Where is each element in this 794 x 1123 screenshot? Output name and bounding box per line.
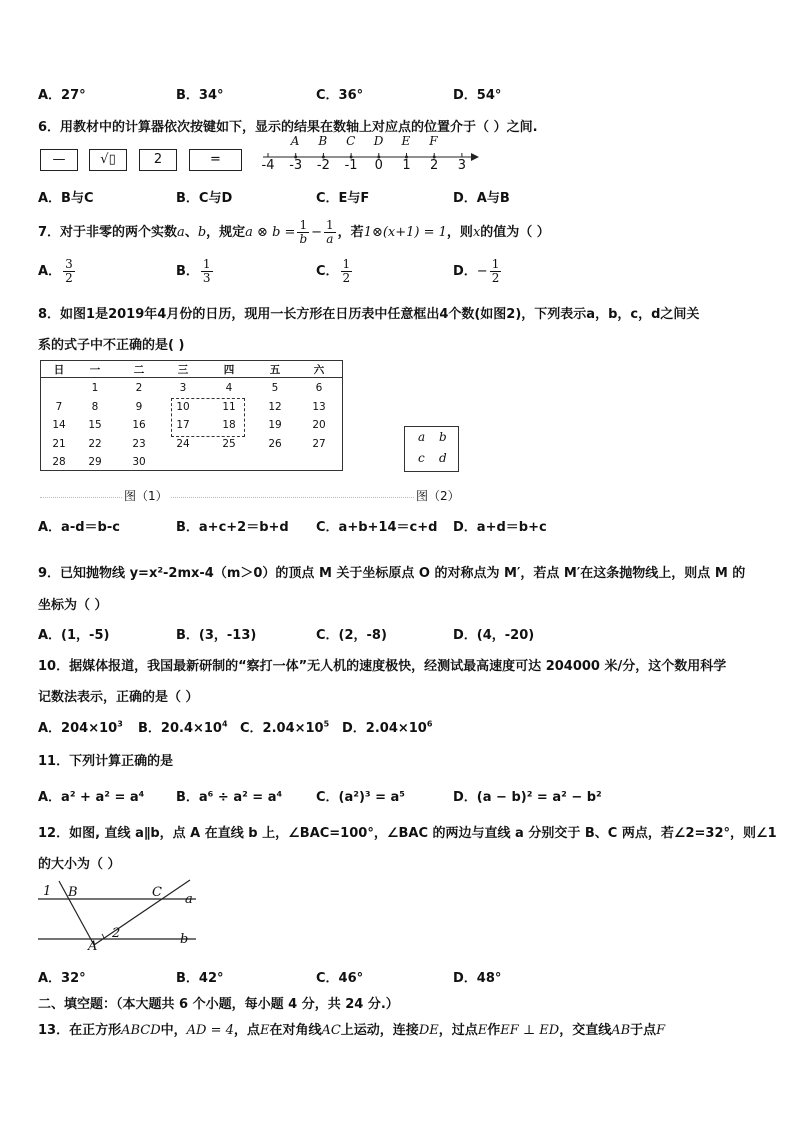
calendar-weekday: 日 (53, 364, 65, 376)
number-line-point-label: A (290, 134, 300, 148)
calendar-day: 6 (315, 382, 323, 394)
q9-option-a: A．(1，-5) (38, 628, 110, 643)
calendar-day: 3 (179, 382, 187, 394)
q7-option-a: A． $\frac{3}{2}$ (38, 257, 73, 285)
calendar-weekday: 五 (269, 364, 281, 376)
section-fill-blank-heading: 二、填空题：（本大题共 6 个小题，每小题 4 分，共 24 分.） (38, 997, 399, 1012)
q12-option-c: C．46° (316, 971, 364, 986)
calendar-day: 20 (312, 419, 326, 431)
calendar-day: 2 (135, 382, 143, 394)
calendar-day: 1 (91, 382, 99, 394)
number-line-tick-label: -4 (261, 158, 275, 173)
calendar-weekday: 四 (223, 364, 235, 376)
number-line-point-label: B (318, 134, 328, 148)
calendar-day: 26 (268, 437, 282, 450)
q9-option-c: C．(2，-8) (316, 628, 387, 643)
calendar-day: 4 (225, 382, 233, 394)
calendar-day: 18 (222, 419, 236, 431)
calendar-day: 29 (88, 456, 102, 468)
q7-stem: 7．对于非零的两个实数a、b，规定a ⊗ b = $\frac{1}{b}$ − $\frac{1}{a}$ ，若1⊗(x+1) = 1，则x的值为（ ） (38, 218, 550, 246)
q9-option-d: D．(4，-20) (453, 628, 535, 643)
q12-option-d: D．48° (453, 971, 502, 986)
calendar-day: 27 (312, 437, 326, 450)
number-line-point-label: F (429, 134, 438, 148)
calendar-day: 24 (176, 437, 190, 450)
q5-option-c: C．36° (316, 88, 364, 103)
fig2-caption: 图（2） (416, 489, 460, 503)
calendar-day: 19 (268, 419, 282, 431)
q10-option-c: C．$2.04\times 10^5$ (240, 719, 330, 736)
q6-stem: 6．用教材中的计算器依次按键如下，显示的结果在数轴上对应点的位置介于（ ）之间. (38, 120, 538, 135)
q11-option-b: B．a⁶ ÷ a² = a⁴ (176, 790, 283, 805)
label-c-point: C (152, 885, 162, 900)
fig1-caption: 图（1） (124, 489, 168, 503)
calendar-weekday: 二 (133, 364, 145, 376)
calendar-day: 21 (52, 437, 66, 450)
q9-stem-line1: 9．已知抛物线 y=x²-2mx-4（m＞0）的顶点 M 关于坐标原点 O 的对称点为 M′，若点 M′在这条抛物线上，则点 M 的 (38, 566, 746, 581)
calendar-day: 8 (91, 400, 99, 413)
q9-option-b: B．(3，-13) (176, 628, 257, 643)
number-line-tick-label: 3 (457, 158, 467, 173)
q8-stem-line2: 系的式子中不正确的是( ) (38, 338, 185, 353)
number-line-tick-label: 2 (430, 158, 439, 173)
calendar-day: 28 (52, 456, 66, 468)
q8-stem-line1: 8．如图1是2019年4月份的日历，现用一长方形在日历表中任意框出4个数(如图2)，下列表示a，b，c，d之间关 (38, 307, 700, 322)
q8-option-d: D．a+d＝b+c (453, 520, 547, 535)
q11-option-d: D．(a − b)² = a² − b² (453, 790, 602, 805)
q8-option-a: A．a-d＝b-c (38, 520, 120, 535)
q11-option-c: C．(a²)³ = a⁵ (316, 790, 405, 805)
key-sqrt: √▯ (89, 149, 127, 171)
q12-option-b: B．42° (176, 971, 224, 986)
number-line-tick-label: -3 (289, 158, 303, 173)
q13-stem: 13．在正方形ABCD中，AD = 4，点E在对角线AC上运动，连接DE，过点E作EF ⊥ ED，交直线AB于点F (38, 1023, 666, 1038)
calendar-weekday: 一 (89, 364, 101, 376)
calendar-day: 5 (271, 382, 279, 394)
calendar-day: 12 (268, 400, 282, 413)
parallel-lines-figure (36, 878, 201, 958)
q7-option-d: D．− $\frac{1}{2}$ (453, 257, 500, 285)
q10-stem-line1: 10．据媒体报道，我国最新研制的“察打一体”无人机的速度极快，经测试最高速度可达 204000 米/分，这个数用科学 (38, 659, 727, 674)
calendar-day: 25 (222, 437, 236, 450)
calendar-day: 15 (88, 419, 102, 431)
calendar-weekday: 六 (313, 364, 325, 376)
label-line-b: b (180, 932, 189, 947)
calendar-weekday: 三 (177, 364, 189, 376)
calendar-day: 10 (176, 400, 190, 413)
q8-option-b: B．a+c+2＝b+d (176, 520, 289, 535)
key-equals: = (189, 149, 242, 171)
calendar-selection-box (171, 398, 245, 437)
calendar-day: 16 (132, 419, 146, 431)
q5-option-b: B．34° (176, 88, 224, 103)
q10-option-d: D．$2.04\times 10^6$ (342, 719, 433, 736)
q5-option-a: A．27° (38, 88, 86, 103)
calendar-day: 7 (55, 400, 63, 413)
number-line-tick-label: -2 (316, 158, 330, 173)
label-a-point: A (88, 939, 98, 954)
q10-stem-line2: 记数法表示，正确的是（ ） (38, 690, 199, 705)
q12-option-a: A．32° (38, 971, 86, 986)
label-angle-2: 2 (112, 926, 121, 941)
segment-ac (94, 880, 190, 945)
q10-option-b: B．$20.4\times 10^4$ (138, 719, 228, 736)
q6-option-a: A．B与C (38, 191, 94, 206)
calendar-day: 17 (176, 419, 190, 431)
q7-option-c: C． $\frac{1}{2}$ (316, 257, 351, 285)
number-line-tick-label: -1 (344, 158, 358, 173)
calendar-day: 22 (88, 437, 102, 450)
number-line-point-label: E (401, 134, 411, 148)
figure2-box: a b c d (404, 426, 459, 472)
calendar-day: 23 (132, 437, 146, 450)
q5-option-d: D．54° (453, 88, 502, 103)
q6-option-c: C．E与F (316, 191, 370, 206)
calendar-day: 9 (135, 400, 143, 413)
number-line-point-label: D (373, 134, 384, 148)
q11-stem: 11．下列计算正确的是 (38, 754, 174, 769)
number-line-tick-label: 0 (374, 158, 383, 173)
q8-option-c: C．a+b+14＝c+d (316, 520, 438, 535)
label-b-point: B (68, 885, 78, 900)
label-angle-1: 1 (43, 884, 52, 899)
q7-option-b: B． $\frac{1}{3}$ (176, 257, 211, 285)
calendar-day: 30 (132, 456, 146, 468)
q12-stem-line2: 的大小为（ ） (38, 857, 121, 872)
calendar-day: 14 (52, 419, 66, 431)
key-2: 2 (139, 149, 177, 171)
number-line-tick-label: 1 (402, 158, 411, 173)
q11-option-a: A．a² + a² = a⁴ (38, 790, 145, 805)
q12-stem-line1: 12．如图, 直线 a∥b，点 A 在直线 b 上，∠BAC=100°，∠BAC 的两边与直线 a 分别交于 B、C 两点，若∠2=32°，则∠1 (38, 826, 777, 841)
calendar-day: 11 (222, 400, 236, 413)
q6-option-b: B．C与D (176, 191, 233, 206)
q10-option-a: A．$204\times 10^3$ (38, 719, 123, 736)
key-minus: — (40, 149, 78, 171)
calendar-day: 13 (312, 400, 326, 413)
q9-stem-line2: 坐标为（ ） (38, 598, 108, 613)
label-line-a: a (185, 892, 193, 907)
calendar-figure (40, 360, 343, 471)
q6-option-d: D．A与B (453, 191, 510, 206)
number-line-point-label: C (346, 134, 356, 148)
